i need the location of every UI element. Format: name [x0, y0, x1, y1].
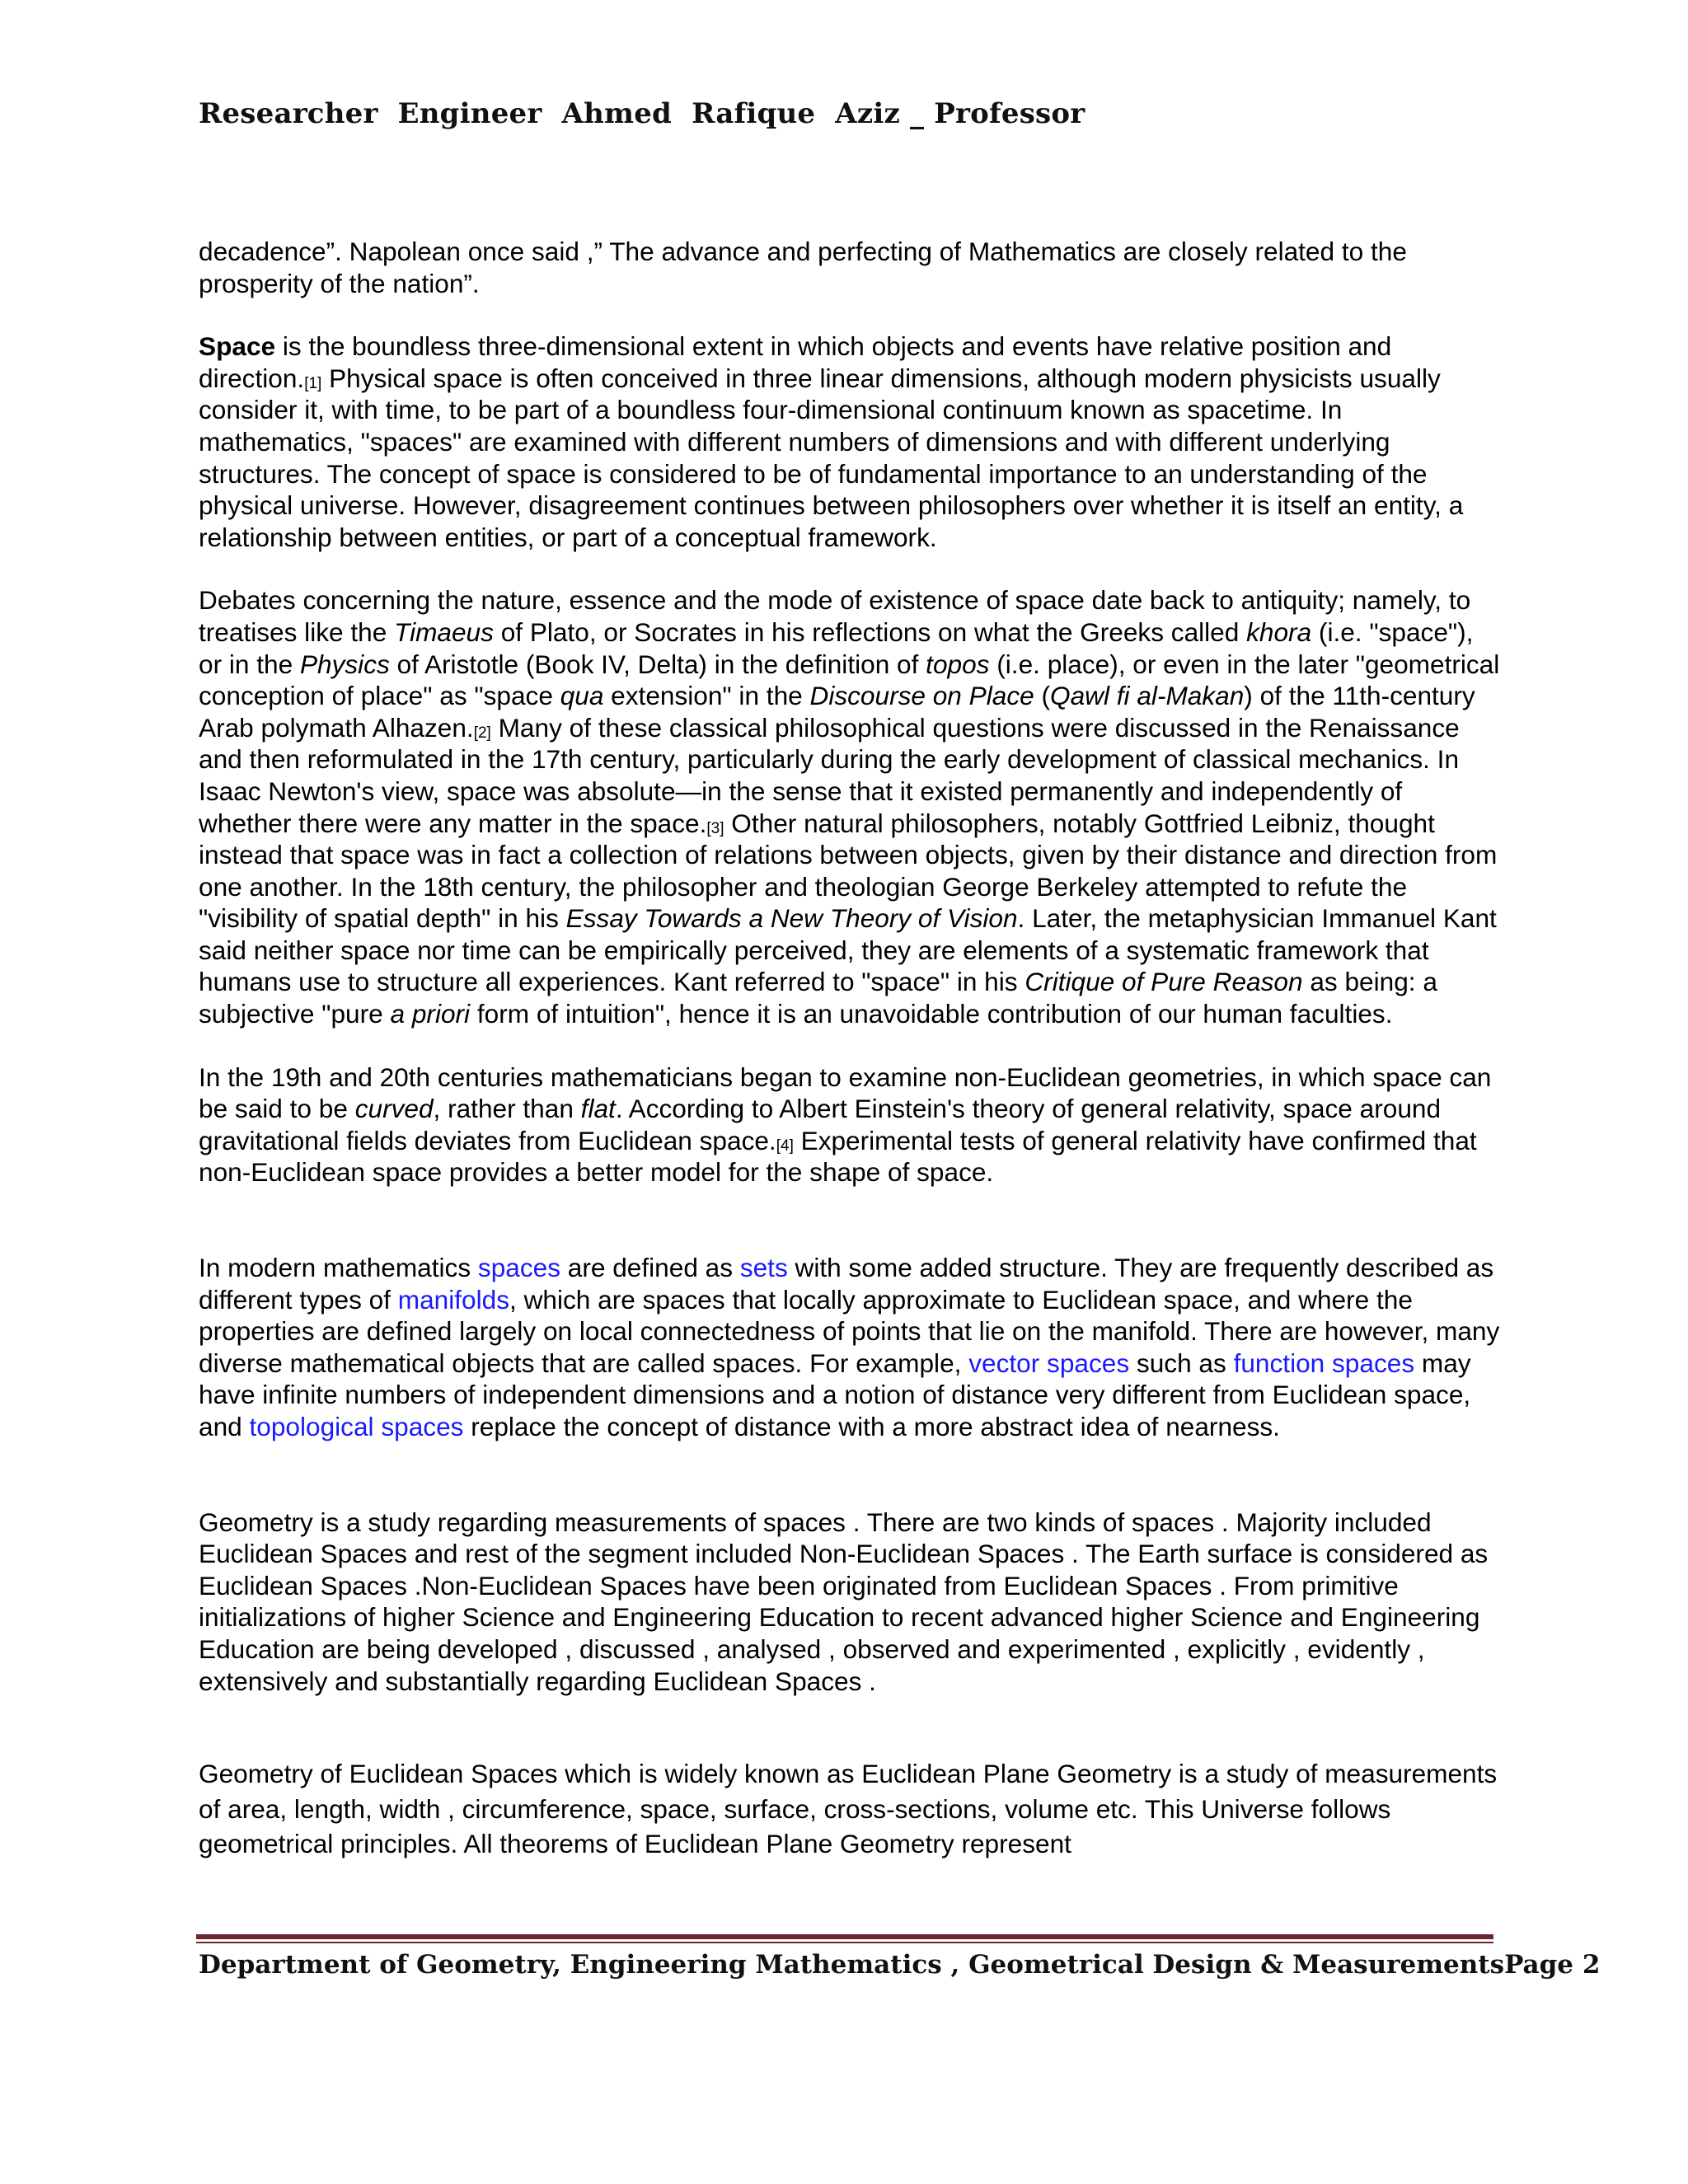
- italic-run: Timaeus: [394, 616, 494, 647]
- text-run: replace the concept of distance with a more abstract idea of nearness.: [463, 1412, 1280, 1441]
- italic-run: qua: [560, 681, 604, 711]
- italic-run: Essay Towards a New Theory of Vision: [565, 903, 1018, 934]
- citation-1[interactable]: [1]: [304, 374, 322, 392]
- paragraph-history: [199, 584, 1501, 1029]
- paragraph-text: Geometry of Euclidean Spaces which is widely known as Euclidean Plane Geometry is a study of measurements of area, length, width , circumference, space, surface, cross-sections, volume etc. This Universe follows geometrical principles. All theorems of Euclidean Plane Geometry represent: [199, 1759, 1498, 1859]
- link-vector-spaces[interactable]: vector spaces: [968, 1347, 1130, 1378]
- link-spaces[interactable]: spaces: [477, 1253, 561, 1283]
- text-run: as being: a subjective "pure: [199, 967, 1437, 1029]
- text-run: . Later, the metaphysician Immanuel Kant said neither space nor time can be empirically perceived, they are elements of a systematic framework that humans use to structure all experiences. Kant referred to "space" in his: [199, 903, 1497, 997]
- link-topological-spaces[interactable]: topological spaces: [249, 1412, 464, 1441]
- italic-run: Physics: [299, 649, 390, 679]
- link-function-spaces[interactable]: function spaces: [1233, 1347, 1415, 1378]
- paragraph-continuation: [199, 236, 1501, 299]
- text-run: In modern mathematics: [199, 1253, 478, 1283]
- text-run: may have infinite numbers of independent dimensions and a notion of distance very different from Euclidean space, and: [199, 1347, 1471, 1441]
- bold-term: Space: [199, 331, 276, 362]
- text-run: (i.e. "space"), or in the: [199, 616, 1474, 679]
- italic-run: flat: [580, 1094, 616, 1124]
- text-run: extension" in the: [603, 681, 810, 711]
- italic-run: topos: [926, 649, 990, 679]
- italic-run: Critique of Pure Reason: [1025, 967, 1303, 997]
- page-header: Researcher Engineer Ahmed Rafique Aziz _ Professor: [199, 97, 1085, 130]
- text-run: . According to Albert Einstein's theory of general relativity, space around gravitational fields deviates from Euclidean space.: [199, 1094, 1442, 1155]
- text-run: ) of the 11th-century Arab polymath Alhazen.: [199, 681, 1475, 743]
- italic-run: curved: [354, 1094, 434, 1124]
- paragraph-non-euclidean: [199, 1062, 1501, 1188]
- citation-4[interactable]: [4]: [776, 1137, 794, 1155]
- page-footer: [199, 1950, 1601, 1980]
- footer-rule-thin: [196, 1942, 1493, 1943]
- italic-run: Qawl fi al-Makan: [1050, 681, 1245, 711]
- text-run: In the 19th and 20th centuries mathematicians began to examine non-Euclidean geometries, in which space can be said to be: [199, 1062, 1492, 1124]
- text-run: , rather than: [433, 1094, 581, 1124]
- text-run: Debates concerning the nature, essence and the mode of existence of space date back to antiquity; namely, to treatises like the: [199, 585, 1471, 647]
- citation-3[interactable]: [3]: [706, 819, 724, 837]
- text-run: Other natural philosophers, notably Gottfried Leibniz, thought instead that space was in fact a collection of relations between objects, given by their distance and direction from one another. In the 18th century, the philosopher and theologian George Berkeley attempted to refute the "visibility of spatial depth" in his: [199, 808, 1498, 934]
- text-run: (i.e. place), or even in the later "geometrical conception of place" as "space: [199, 649, 1500, 711]
- text-run: (: [1034, 681, 1051, 711]
- paragraph-modern-mathematics: [199, 1252, 1501, 1443]
- italic-run: a priori: [390, 999, 471, 1029]
- footer-department: Department of Geometry, Engineering Mathematics , Geometrical Design & Measurements: [199, 1950, 1505, 1980]
- text-run: such as: [1129, 1347, 1234, 1378]
- link-sets[interactable]: sets: [739, 1253, 788, 1283]
- text-run: Many of these classical philosophical questions were discussed in the Renaissance and then reformulated in the 17th century, particularly during the early development of classical mechanics. In Isaac Newton's view, space was absolute—in the sense that it existed permanently and independently of whether there were any matter in the space.: [199, 712, 1460, 838]
- text-run: Experimental tests of general relativity have confirmed that non-Euclidean space provides a better model for the shape of space.: [199, 1125, 1477, 1188]
- text-run: of Aristotle (Book IV, Delta) in the definition of: [389, 649, 926, 679]
- text-run: Physical space is often conceived in three linear dimensions, although modern physicists usually consider it, with time, to be part of a boundless four-dimensional continuum known as spacetime. In mathematics, "spaces" are examined with different numbers of dimensions and with different underlying structures. The concept of space is considered to be of fundamental importance to an understanding of the physical universe. However, disagreement continues between philosophers over whether it is itself an entity, a relationship between entities, or part of a conceptual framework.: [199, 363, 1464, 552]
- text-run: is the boundless three-dimensional extent in which objects and events have relative position and direction.: [199, 331, 1392, 393]
- document-body: [199, 236, 1501, 1862]
- text-run: are defined as: [560, 1253, 740, 1283]
- citation-2[interactable]: [2]: [473, 724, 491, 742]
- page-number: Page 2: [1504, 1950, 1601, 1980]
- text-run: , which are spaces that locally approximate to Euclidean space, and where the properties are defined largely on local connectedness of points that lie on the manifold. There are however, many diverse mathematical objects that are called spaces. For example,: [199, 1284, 1500, 1378]
- link-manifolds[interactable]: manifolds: [397, 1284, 510, 1315]
- text-run: of Plato, or Socrates in his reflections on what the Greeks called: [493, 616, 1247, 647]
- text-run: with some added structure. They are frequently described as different types of: [199, 1253, 1494, 1315]
- paragraph-geometry-study: [199, 1507, 1501, 1698]
- italic-run: khora: [1246, 616, 1312, 647]
- paragraph-space-definition: [199, 330, 1501, 553]
- paragraph-text: decadence”. Napolean once said ,” The advance and perfecting of Mathematics are closely related to the prosperity of the nation”.: [199, 237, 1407, 298]
- text-run: form of intuition", hence it is an unavoidable contribution of our human faculties.: [470, 999, 1393, 1029]
- paragraph-text: Geometry is a study regarding measurements of spaces . There are two kinds of spaces . Majority included Euclidean Spaces and rest of the segment included Non-Euclidean Spaces . The Earth surface is considered as Euclidean Spaces .Non-Euclidean Spaces have been originated from Euclidean Spaces . From primitive initializations of higher Science and Engineering Education to recent advanced higher Science and Engineering Education are being developed , discussed , analysed , observed and experimented , explicitly , evidently , extensively and substantially regarding Euclidean Spaces .: [199, 1507, 1489, 1696]
- footer-rule: [196, 1934, 1493, 1939]
- paragraph-euclidean-plane-geometry: [199, 1756, 1501, 1862]
- italic-run: Discourse on Place: [809, 681, 1034, 711]
